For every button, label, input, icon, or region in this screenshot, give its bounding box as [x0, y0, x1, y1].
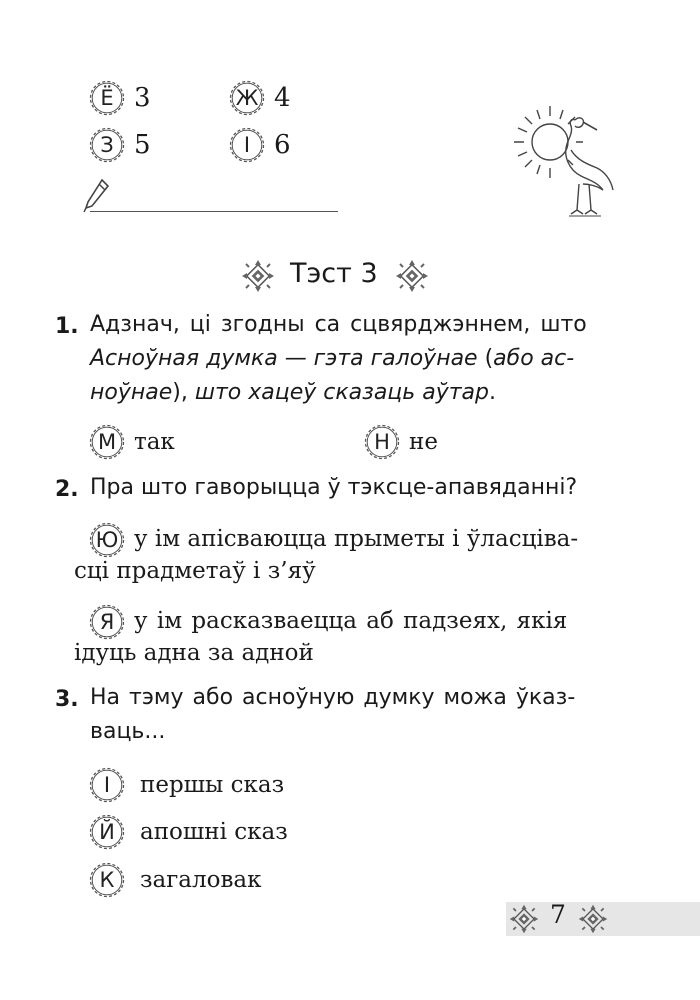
letter-badge-yo: Ё [88, 79, 126, 117]
answer-badge-k[interactable]: К [88, 861, 126, 899]
answer-badge-m[interactable]: М [88, 423, 126, 461]
question-number: 3. [55, 687, 79, 712]
answer-text: першы сказ [140, 772, 285, 798]
question-line: ваць... [90, 719, 166, 744]
letter-badge-i: І [228, 126, 266, 164]
answer-line-text: у ім расказваецца аб падзеях, якія [134, 608, 568, 634]
pair-value: 6 [274, 130, 291, 160]
question-2-text: Пра што гаворыцца ў тэксце-апавяданні? [90, 475, 578, 500]
question-line: ноўнае), што хацеў сказаць аўтар. [90, 380, 497, 405]
pair-value: 3 [134, 83, 151, 113]
answer-badge-ya[interactable]: Я [88, 603, 126, 641]
sun-stork-illustration [505, 98, 625, 220]
pair-value: 5 [134, 130, 151, 160]
letter-badge-z: З [88, 126, 126, 164]
test-title: Тэст 3 [290, 258, 378, 289]
question-line: На тэму або асноўную думку можа ўказ- [90, 685, 576, 710]
answer-badge-n[interactable]: Н [363, 423, 401, 461]
answer-text: не [409, 429, 438, 455]
question-1-text [90, 308, 620, 410]
letter-badge-zh: Ж [228, 79, 266, 117]
ornament-icon [394, 258, 430, 294]
question-3-text [90, 681, 620, 749]
answer-line-text: у ім апісваюцца прыметы і ўласціва- [134, 526, 579, 552]
answer-text [74, 523, 634, 587]
answer-text: так [134, 429, 175, 455]
answer-text: загаловак [140, 867, 262, 893]
question-line: Адзнач, ці згодны са сцвярджэннем, што [90, 312, 587, 337]
pencil-icon [82, 178, 112, 214]
answer-line-text: сці прадметаў і з’яў [74, 558, 316, 584]
ornament-icon [508, 903, 540, 935]
page-number: 7 [550, 900, 566, 929]
answer-line-text: ідуць адна за адной [74, 640, 314, 666]
answer-line[interactable] [90, 211, 338, 212]
ornament-icon [577, 903, 609, 935]
answer-text: апошні сказ [140, 819, 288, 845]
answer-text [74, 605, 634, 669]
question-number: 1. [55, 314, 79, 339]
question-number: 2. [55, 477, 79, 502]
pair-value: 4 [274, 83, 291, 113]
ornament-icon [240, 258, 276, 294]
question-line: Асноўная думка — гэта галоўнае (або ас- [90, 346, 575, 371]
answer-badge-i[interactable]: І [88, 766, 126, 804]
answer-badge-yu[interactable]: Ю [88, 521, 126, 559]
answer-badge-y-short[interactable]: Й [88, 813, 126, 851]
